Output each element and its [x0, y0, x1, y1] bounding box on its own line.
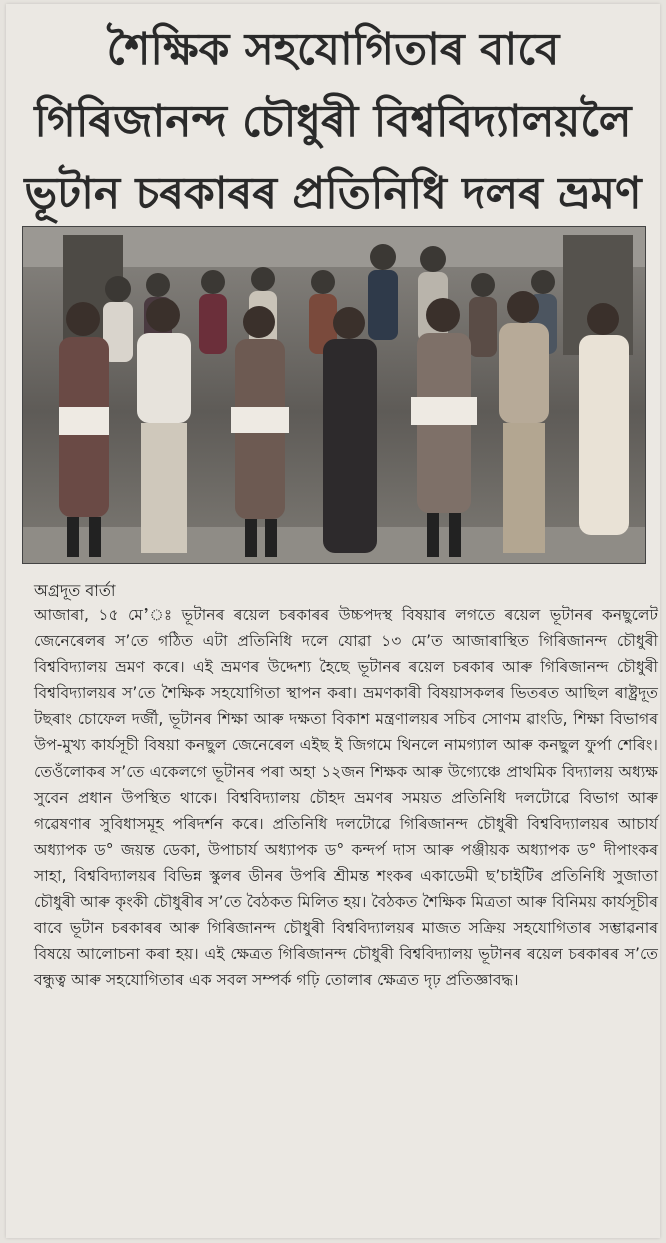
headline-line-2: গিৰিজানন্দ চৌধুৰী বিশ্ববিদ্যালয়লৈ	[34, 96, 632, 147]
article-body: আজাৰা, ১৫ মে’ঃ ভূটানৰ ৰয়েল চৰকাৰৰ উচ্চপদস্থ বিষয়াৰ লগতে ৰয়েল ভূটানৰ কনছুলেট জেনেৰেলৰ স’তে গঠিত এটা প্ৰতিনিধি দলে যোৱা ১৩ মে’ত আজাৰাস্থিত গিৰিজানন্দ চৌধুৰী বিশ্ববিদ্যালয় ভ্ৰমণ কৰে। এই ভ্ৰমণৰ উদ্দেশ্য হৈছে ভূটানৰ ৰয়েল চৰকাৰ আৰু গিৰিজানন্দ চৌধুৰী বিশ্ববিদ্যালয়ৰ স’তে শৈক্ষিক সহযোগিতা স্থাপন কৰা। ভ্ৰমণকাৰী বিষয়াসকলৰ ভিতৰত আছিল ৰাষ্ট্ৰদূত টছৰাং চোফেল দৰ্জী, ভূটানৰ শিক্ষা আৰু দক্ষতা বিকাশ মন্ত্ৰণালয়ৰ সচিব সোণম ৱাংডি, শিক্ষা বিভাগৰ উপ-মুখ্য কাৰ্যসূচী বিষয়া কনছুল জেনেৰেল এইছ ই জিগমে থিনলে নামগ্যাল আৰু কনছুল ফুৰ্পা শেৰিং। তেওঁলোকৰ স’তে একেলগে ভূটানৰ পৰা অহা ১২জন শিক্ষক আৰু উগ্যেঞ্চে প্ৰাথমিক বিদ্যালয় অধ্যক্ষ সুবেন প্ৰধান উপস্থিত থাকে। বিশ্ববিদ্যালয় চৌহদ ভ্ৰমণৰ সময়ত প্ৰতিনিধি দলটোৱে বিভাগ আৰু গৱেষণাৰ সুবিধাসমূহ পৰিদৰ্শন কৰে। প্ৰতিনিধি দলটোৱে গিৰিজানন্দ চৌধুৰী বিশ্ববিদ্যালয়ৰ আচাৰ্য অধ্যাপক ড° জয়ন্ত ডেকা, উপাচাৰ্য অধ্যাপক ড° কন্দৰ্প দাস আৰু পঞ্জীয়ক অধ্যাপক ড° দীপাংকৰ সাহা, বিশ্ববিদ্যালয়ৰ বিভিন্ন স্কুলৰ ডীনৰ উপৰি শ্ৰীমন্ত শংকৰ একাডেমী ছ’চাইটিৰ প্ৰতিনিধি সুজাতা চৌধুৰী আৰু কৃংকী চৌধুৰীৰ স’তে বৈঠকত মিলিত হয়। বৈঠকত শৈক্ষিক মিত্ৰতা আৰু বিনিময় কাৰ্যসূচীৰ বাবে ভূটান চৰকাৰৰ আৰু গিৰিজানন্দ চৌধুৰী বিশ্ববিদ্যালয়ৰ মাজত সক্ৰিয় সহযোগিতাৰ সম্ভাৱনাৰ বিষয়ে আলোচনা কৰা হয়। এই ক্ষেত্ৰত গিৰিজানন্দ চৌধুৰী বিশ্ববিদ্যালয় ভূটানৰ ৰয়েল চৰকাৰৰ স’তে বন্ধুত্ব আৰু সহযোগিতাৰ এক সবল সম্পৰ্ক গঢ়ি তোলাৰ ক্ষেত্ৰত দৃঢ় প্ৰতিজ্ঞাবদ্ধ।	[34, 606, 658, 990]
headline-line-1: শৈক্ষিক সহযোগিতাৰ বাবে	[106, 24, 560, 75]
headline-line-3: ভূটান চৰকাৰৰ প্ৰতিনিধি দলৰ ভ্ৰমণ	[24, 168, 642, 219]
newspaper-clipping	[6, 4, 660, 1238]
headline	[18, 14, 648, 230]
group-photo	[22, 226, 646, 564]
byline: অগ্ৰদূত বাৰ্তা	[34, 581, 116, 600]
